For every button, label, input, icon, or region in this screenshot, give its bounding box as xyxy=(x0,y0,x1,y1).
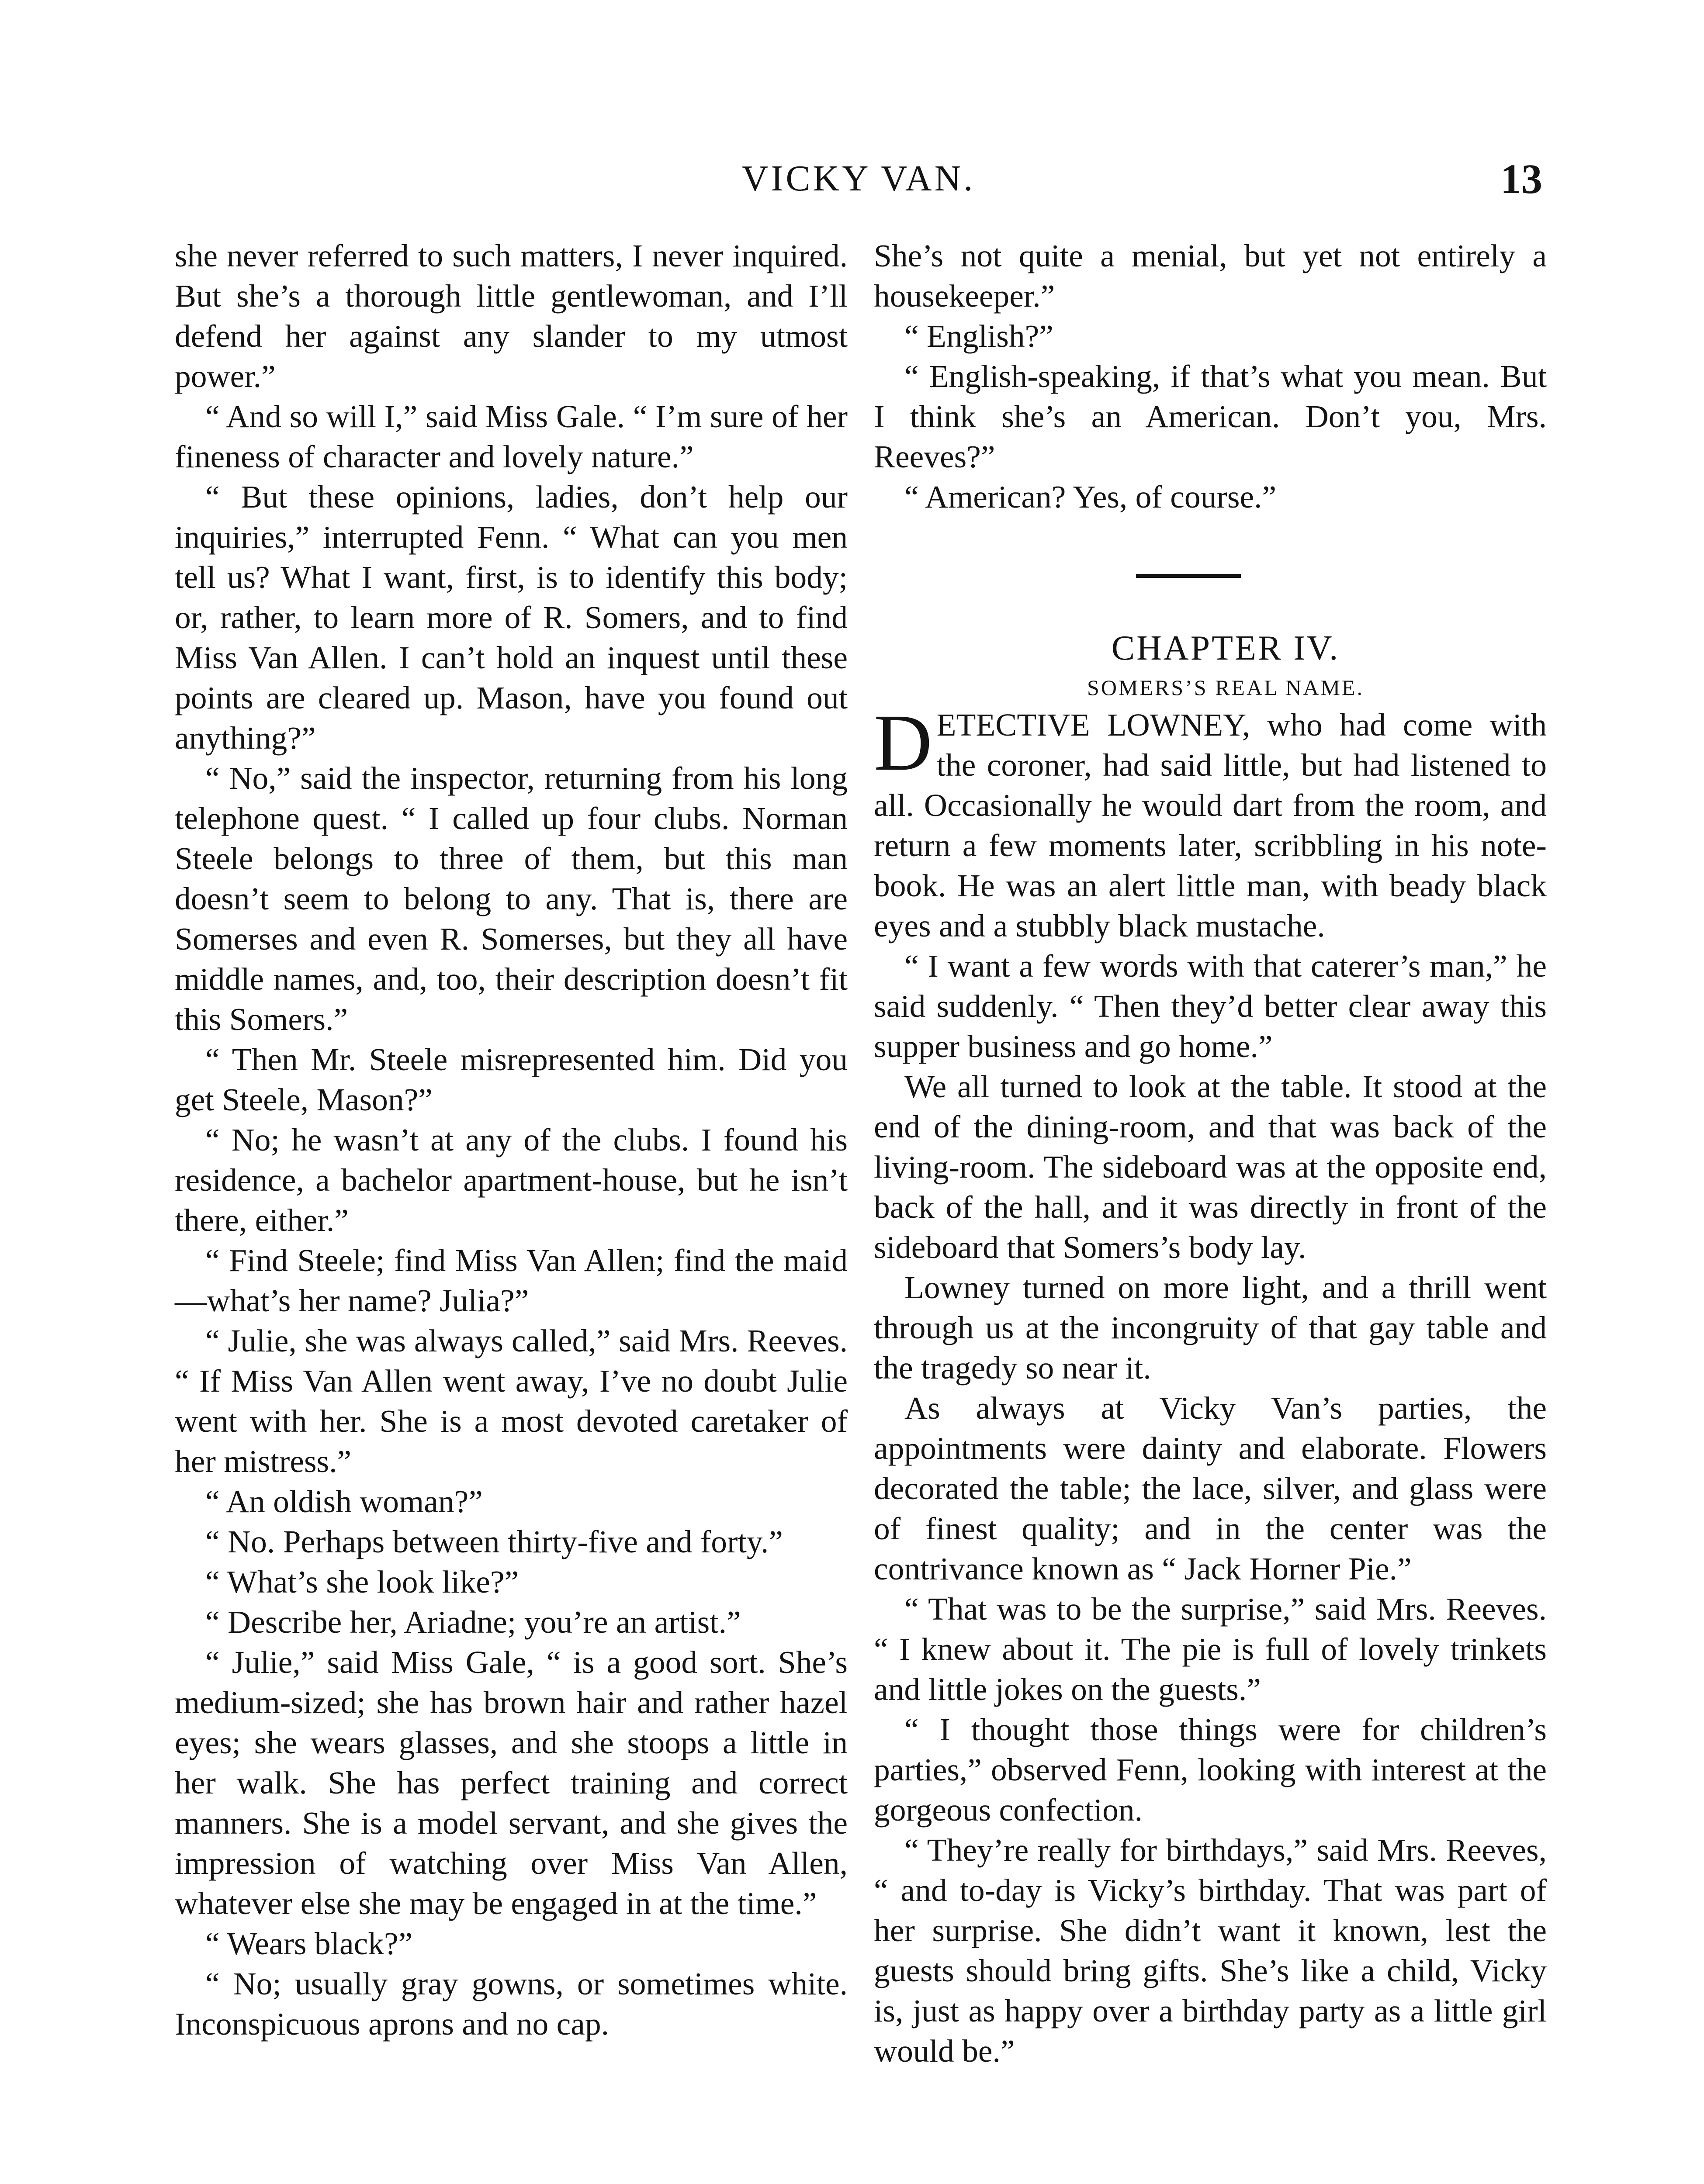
paragraph: Lowney turned on more light, and a thrill went through us at the incongruity of that gay table and the tragedy so near it. xyxy=(874,1270,1547,1386)
paragraph: “ Describe her, Ariadne; you’re an artist.” xyxy=(205,1604,741,1640)
divider-rule xyxy=(1136,574,1241,578)
chapter-title: CHAPTER IV. xyxy=(1111,629,1340,667)
paragraph: “ English-speaking, if that’s what you mean. But I think she’s an American. Don’t you, Mrs. Reeves?” xyxy=(874,359,1547,474)
drop-cap: D xyxy=(874,698,932,788)
paragraph: “ I thought those things were for children’s parties,” observed Fenn, looking with interest at the gorgeous confection. xyxy=(874,1712,1547,1828)
paragraph: “ No. Perhaps between thirty-five and forty.” xyxy=(205,1524,783,1559)
paragraph: “ Julie,” said Miss Gale, “ is a good sort. She’s medium-sized; she has brown hair and rather hazel eyes; she wears glasses, and she stoops a little in her walk. She has perfect training and correct manners. She is a model servant, and she gives the impression of watching over Miss Van Allen, whatever else she may be engaged in at the time.” xyxy=(175,1645,848,1921)
paragraph: “ But these opinions, ladies, don’t help our inquiries,” interrupted Fenn. “ What can you men tell us? What I want, first, is to identify this body; or, rather, to learn more of R. Somers, and to find Miss Van Allen. I can’t hold an inquest until these points are cleared up. Mason, have you found out anything?” xyxy=(175,479,848,756)
paragraph: As always at Vicky Van’s parties, the appointments were dainty and elaborate. Flowers decorated the table; the lace, silver, and glass were of finest quality; and in the center was the contrivance known as “ Jack Horner Pie.” xyxy=(874,1390,1547,1586)
paragraph: “ No,” said the inspector, returning from his long telephone quest. “ I called up four clubs. Norman Steele belongs to three of them, but this man doesn’t seem to belong to any. That is, there are Somerses and even R. Somerses, but they all have middle names, and, too, their description doesn’t fit this Somers.” xyxy=(175,760,848,1037)
paragraph: “ They’re really for birthdays,” said Mrs. Reeves, “ and to-day is Vicky’s birthday. That was part of her surprise. She didn’t want it known, lest the guests should bring gifts. She’s like a child, Vicky is, just as happy over a birthday party as a little girl would be.” xyxy=(874,1832,1547,2069)
paragraph: “ That was to be the surprise,” said Mrs. Reeves. “ I knew about it. The pie is full of lovely trinkets and little jokes on the guests.” xyxy=(874,1591,1547,1707)
paragraph: “ I want a few words with that caterer’s man,” he said suddenly. “ Then they’d better clear away this supper business and go home.” xyxy=(874,948,1547,1064)
paragraph: “ Then Mr. Steele misrepresented him. Did you get Steele, Mason?” xyxy=(175,1042,848,1117)
paragraph: “ An oldish woman?” xyxy=(205,1484,483,1519)
paragraph: “ No; usually gray gowns, or sometimes white. Inconspicuous aprons and no cap. xyxy=(175,1966,848,2042)
paragraph: We all turned to look at the table. It stood at the end of the dining-room, and that was back of the living-room. The sideboard was at the opposite end, back of the hall, and it was directly in front of the sideboard that Somers’s body lay. xyxy=(874,1069,1547,1265)
paragraph: “ Julie, she was always called,” said Mrs. Reeves. “ If Miss Van Allen went away, I’ve no doubt Julie went with her. She is a most devoted caretaker of her mistress.” xyxy=(175,1323,848,1479)
paragraph: “ No; he wasn’t at any of the clubs. I found his residence, a bachelor apartment-house, but he isn’t there, either.” xyxy=(175,1122,848,1238)
chapter-first-paragraph xyxy=(874,698,1547,946)
section-divider xyxy=(874,517,1547,626)
page-number: 13 xyxy=(1500,156,1542,202)
paragraph: she never referred to such matters, I never inquired. But she’s a thorough little gentlewoman, and I’ll defend her against any slander to my utmost power.” xyxy=(175,238,848,394)
running-title: VICKY VAN. xyxy=(741,158,976,199)
paragraph: She’s not quite a menial, but yet not entirely a housekeeper.” xyxy=(874,238,1547,314)
paragraph: “ Find Steele; find Miss Van Allen; find the maid—what’s her name? Julia?” xyxy=(175,1243,848,1318)
chapter-subtitle: SOMERS’S REAL NAME. xyxy=(1087,675,1364,700)
left-column xyxy=(175,236,848,2044)
paragraph: “ English?” xyxy=(904,318,1053,354)
page-header xyxy=(175,157,1542,223)
paragraph: “ And so will I,” said Miss Gale. “ I’m sure of her fineness of character and lovely nature.” xyxy=(175,399,848,474)
paragraph: “ Wears black?” xyxy=(205,1926,413,1961)
right-column xyxy=(874,236,1547,2071)
paragraph: “ What’s she look like?” xyxy=(205,1564,519,1600)
first-paragraph-text: ETECTIVE LOWNEY, who had come with the coroner, had said little, but had listened to all. Occasionally he would dart from the room, and return a few moments later, scribbling in his note-book. He was an alert little man, with beady black eyes and a stubbly black mustache. xyxy=(874,707,1547,943)
paragraph: “ American? Yes, of course.” xyxy=(904,479,1277,515)
